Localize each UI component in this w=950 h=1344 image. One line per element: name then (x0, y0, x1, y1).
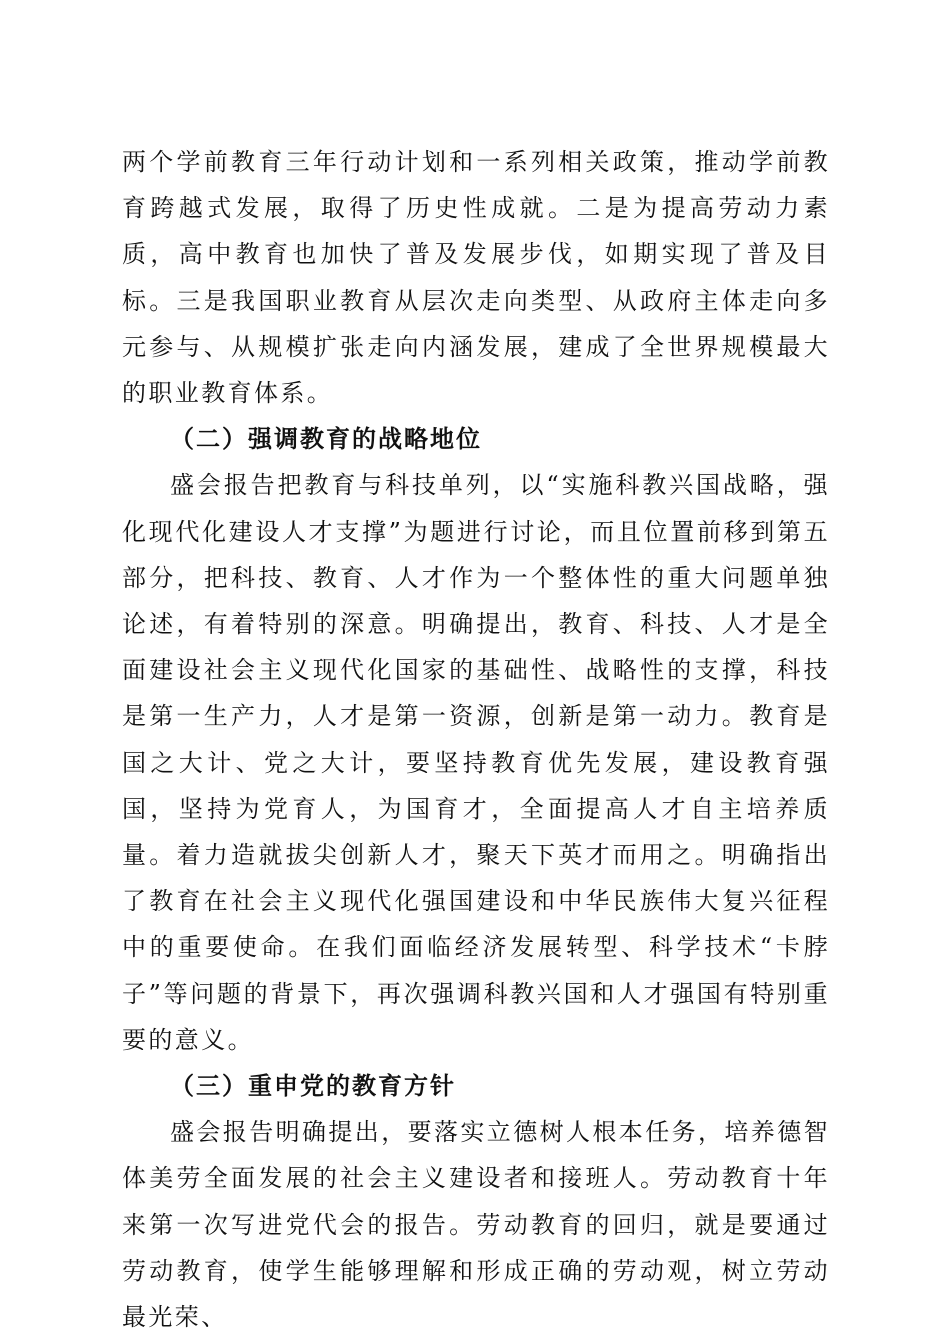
document-body (122, 139, 830, 1340)
paragraph-education-policy: 盛会报告明确提出，要落实立德树人根本任务，培养德智体美劳全面发展的社会主义建设者和接班人。劳动教育十年来第一次写进党代会的报告。劳动教育的回归，就是要通过劳动教育，使学生能够理解和形成正确的劳动观，树立劳动最光荣、 (122, 1118, 830, 1332)
paragraph-strategic-position: 盛会报告把教育与科技单列，以“实施科教兴国战略，强化现代化建设人才支撑”为题进行讨论，而且位置前移到第五部分，把科技、教育、人才作为一个整体性的重大问题单独论述，有着特别的深意。明确提出，教育、科技、人才是全面建设社会主义现代化国家的基础性、战略性的支撑，科技是第一生产力，人才是第一资源，创新是第一动力。教育是国之大计、党之大计，要坚持教育优先发展，建设教育强国，坚持为党育人，为国育才，全面提高人才自主培养质量。着力造就拔尖创新人才，聚天下英才而用之。明确指出了教育在社会主义现代化强国建设和中华民族伟大复兴征程中的重要使命。在我们面临经济发展转型、科学技术“卡脖子”等问题的背景下，再次强调科教兴国和人才强国有特别重要的意义。 (122, 471, 830, 1054)
paragraph-education-achievements: 两个学前教育三年行动计划和一系列相关政策，推动学前教育跨越式发展，取得了历史性成就。二是为提高劳动力素质，高中教育也加快了普及发展步伐，如期实现了普及目标。三是我国职业教育从层次走向类型、从政府主体走向多元参与、从规模扩张走向内涵发展，建成了全世界规模最大的职业教育体系。 (122, 148, 830, 408)
section-heading-strategic-position: （二）强调教育的战略地位 (170, 424, 482, 454)
section-heading-education-policy: （三）重申党的教育方针 (170, 1071, 456, 1101)
